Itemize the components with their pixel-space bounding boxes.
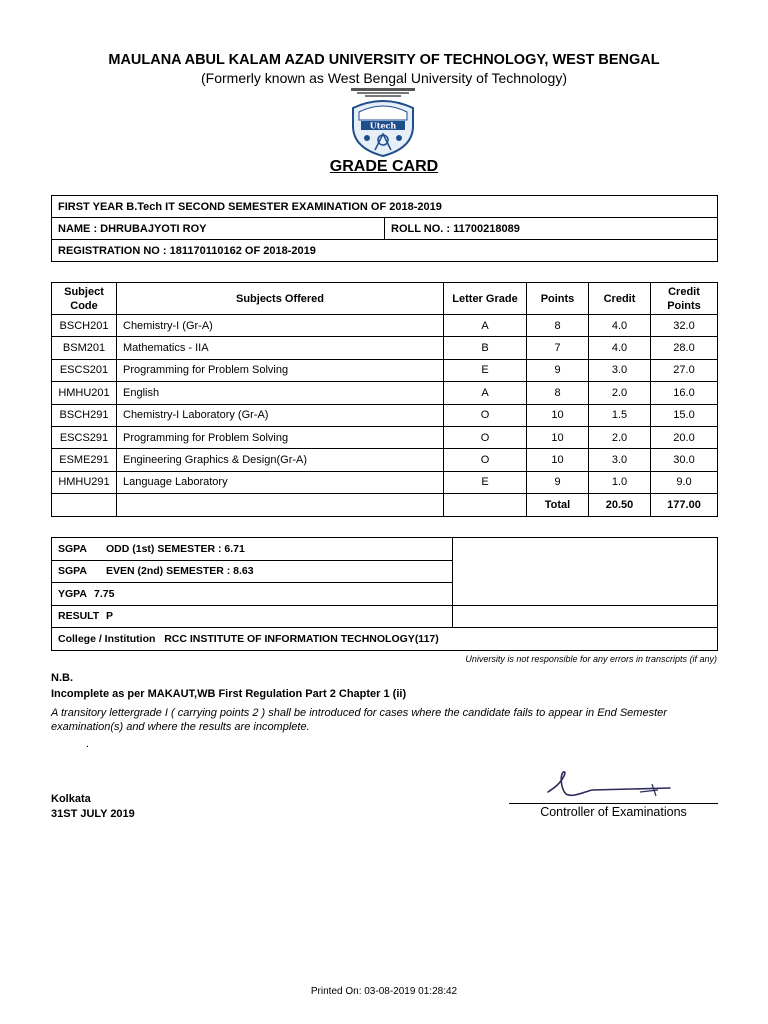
university-logo (343, 86, 423, 158)
subject-code: BSCH291 (52, 404, 117, 426)
nb-heading: Incomplete as per MAKAUT,WB First Regulation Part 2 Chapter 1 (ii) (51, 688, 407, 700)
col-subject-code: Subject Code (52, 283, 117, 315)
points: 10 (527, 449, 589, 471)
university-name: MAULANA ABUL KALAM AZAD UNIVERSITY OF TECHNOLOGY, WEST BENGAL (108, 52, 660, 68)
result-blank-cell (453, 605, 718, 628)
total-credit-points: 177.00 (651, 494, 718, 516)
letter-grade: O (444, 404, 527, 426)
col-subjects-offered: Subjects Offered (117, 283, 444, 315)
signature-line (509, 803, 718, 804)
summary-blank-cell (453, 538, 718, 606)
credit-points: 27.0 (651, 359, 718, 381)
table-row (52, 404, 718, 426)
points: 9 (527, 359, 589, 381)
subject-code: HMHU201 (52, 382, 117, 404)
subject-name: Language Laboratory (117, 471, 444, 493)
printed-on: Printed On: 03-08-2019 01:28:42 (310, 986, 458, 997)
table-row (52, 315, 718, 337)
college-row: College / Institution RCC INSTITUTE OF INFORMATION TECHNOLOGY(117) (52, 628, 718, 651)
subject-name: English (117, 382, 444, 404)
logo-wordmark: Utech (369, 120, 397, 131)
subject-name: Engineering Graphics & Design(Gr-A) (117, 449, 444, 471)
roll-number: ROLL NO. : 11700218089 (385, 218, 718, 240)
credit-points: 28.0 (651, 337, 718, 359)
subject-code: ESCS201 (52, 359, 117, 381)
total-empty-code (52, 494, 117, 516)
nb-label: N.B. (51, 672, 73, 684)
results-summary-table (51, 537, 718, 651)
subjects-header-row (52, 283, 718, 315)
total-credit: 20.50 (589, 494, 651, 516)
ygpa-row: YGPA 7.75 (52, 583, 453, 606)
points: 8 (527, 382, 589, 404)
table-row (52, 337, 718, 359)
place: Kolkata (51, 793, 91, 805)
credit: 3.0 (589, 449, 651, 471)
subject-code: ESCS291 (52, 426, 117, 448)
points: 8 (527, 315, 589, 337)
total-empty-name (117, 494, 444, 516)
points: 9 (527, 471, 589, 493)
credit: 3.0 (589, 359, 651, 381)
col-letter-grade: Letter Grade (444, 283, 527, 315)
table-row (52, 426, 718, 448)
subject-name: Chemistry-I Laboratory (Gr-A) (117, 404, 444, 426)
credit: 4.0 (589, 337, 651, 359)
credit: 4.0 (589, 315, 651, 337)
credit: 1.0 (589, 471, 651, 493)
university-former-name: (Formerly known as West Bengal University of Technology) (201, 70, 567, 86)
credit-points: 30.0 (651, 449, 718, 471)
result-row: RESULT P (52, 605, 453, 628)
credit-points: 15.0 (651, 404, 718, 426)
col-points: Points (527, 283, 589, 315)
points: 7 (527, 337, 589, 359)
letter-grade: B (444, 337, 527, 359)
letter-grade: O (444, 426, 527, 448)
subject-name: Mathematics - IIA (117, 337, 444, 359)
credit-points: 20.0 (651, 426, 718, 448)
letter-grade: O (444, 449, 527, 471)
table-row (52, 359, 718, 381)
letter-grade: A (444, 315, 527, 337)
student-info-table (51, 195, 718, 262)
credit-points: 32.0 (651, 315, 718, 337)
points: 10 (527, 426, 589, 448)
subject-code: BSM201 (52, 337, 117, 359)
nb-body: A transitory lettergrade I ( carrying points 2 ) shall be introduced for cases where the candidate fails to appear in End Semester examination(s) and where the results are incomplete. (51, 707, 667, 733)
total-empty-grade (444, 494, 527, 516)
total-label: Total (527, 494, 589, 516)
credit-points: 16.0 (651, 382, 718, 404)
credit-points: 9.0 (651, 471, 718, 493)
subject-code: BSCH201 (52, 315, 117, 337)
subjects-table (51, 282, 718, 517)
col-credit-points: Credit Points (651, 283, 718, 315)
issue-date: 31ST JULY 2019 (51, 808, 135, 820)
total-row (52, 494, 718, 516)
table-row (52, 449, 718, 471)
dot-mark: . (86, 738, 90, 750)
registration-number: REGISTRATION NO : 181170110162 OF 2018-2019 (52, 240, 718, 262)
col-credit: Credit (589, 283, 651, 315)
subject-code: ESME291 (52, 449, 117, 471)
letter-grade: A (444, 382, 527, 404)
table-row (52, 471, 718, 493)
letter-grade: E (444, 359, 527, 381)
subject-name: Chemistry-I (Gr-A) (117, 315, 444, 337)
subject-name: Programming for Problem Solving (117, 359, 444, 381)
document-title: GRADE CARD (329, 158, 439, 175)
credit: 2.0 (589, 382, 651, 404)
controller-signature (520, 766, 680, 802)
letter-grade: E (444, 471, 527, 493)
subject-code: HMHU291 (52, 471, 117, 493)
student-name: NAME : DHRUBAJYOTI ROY (52, 218, 385, 240)
points: 10 (527, 404, 589, 426)
controller-title: Controller of Examinations (540, 805, 687, 819)
disclaimer: University is not responsible for any errors in transcripts (if any) (465, 654, 717, 664)
odd-sgpa-row: SGPA ODD (1st) SEMESTER : 6.71 (52, 538, 453, 561)
table-row (52, 382, 718, 404)
credit: 2.0 (589, 426, 651, 448)
credit: 1.5 (589, 404, 651, 426)
exam-title: FIRST YEAR B.Tech IT SECOND SEMESTER EXAMINATION OF 2018-2019 (52, 196, 718, 218)
even-sgpa-row: SGPA EVEN (2nd) SEMESTER : 8.63 (52, 560, 453, 583)
subject-name: Programming for Problem Solving (117, 426, 444, 448)
